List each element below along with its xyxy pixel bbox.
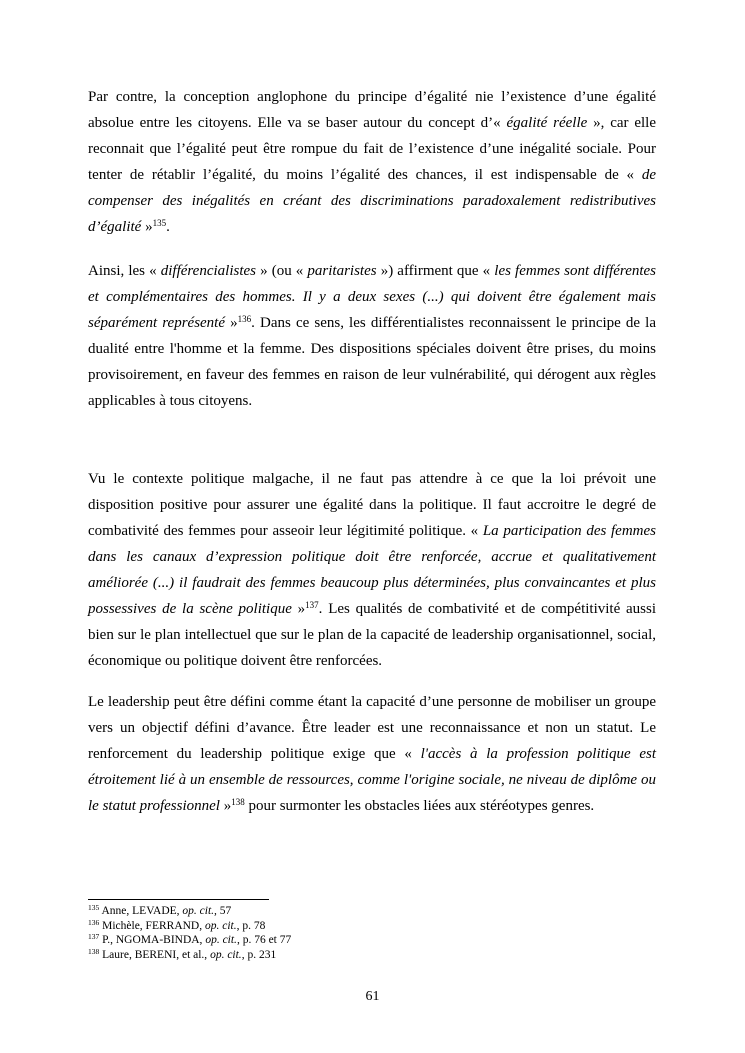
footnote-separator [88,899,269,900]
italic-quote: de compenser des inégalités en créant des discriminations paradoxalement redistributives d’égalité [88,167,656,235]
footnote-136 [88,919,488,934]
footnote-text: P., NGOMA-BINDA, [99,934,206,946]
text-run: . [166,219,170,235]
footnote-italic: op. cit. [205,934,237,946]
footnote-text: Anne, LEVADE, [99,905,183,917]
footnote-number: 138 [88,946,100,956]
text-run: Ainsi, les « [88,263,161,279]
text-run: Le leadership peut être défini comme étant la capacité d’une personne de mobiliser un groupe vers un objectif défini d’avance. Être leader est une reconnaissance et non un statut. Le renforcement du leadership politique exige que « [88,694,656,762]
paragraph-4 [88,689,656,819]
footnote-text: 57 [216,905,232,917]
italic-run: paritaristes [307,263,377,279]
footnote-ref-138[interactable]: 138 [231,797,245,807]
italic-run: différencialistes [160,263,256,279]
text-run: » [141,219,153,235]
text-run: » [219,798,232,814]
italic-quote: La participation des femmes dans les canaux d’expression politique doit être renforcée, accrue et qualitativement améliorée (...) il faudrait des femmes beaucoup plus déterminées, plus convaincantes et plus possessives de la scène politique [88,523,657,617]
text-run: . Dans ce sens, les différentialistes reconnaissent le principe de la dualité entre l'homme et la femme. Des dispositions spéciales doivent être prises, du moins provisoirement, en faveur des femmes en raison de leur vulnérabilité, qui dérogent aux règles applicables à tous citoyens. [88,315,656,409]
footnote-text: Laure, BERENI, et al., [99,948,211,961]
paragraph-3 [88,466,656,674]
footnote-number: 136 [88,917,100,927]
italic-run: égalité réelle [506,115,588,131]
text-run: », car elle reconnait que l’égalité peut être rompue du fait de l’existence d’une inégalité sociale. Pour tenter de rétablir l’égalité, du moins l’égalité des chances, il est indispensable de « [88,115,656,183]
footnote-italic: op. cit., [182,905,217,917]
text-run: Vu le contexte politique malgache, il ne faut pas attendre à ce que la loi prévoit une disposition positive pour assurer une égalité dans la politique. Il faut accroitre le degré de combativité des femmes pour asseoir leur légitimité politique. « [88,471,656,539]
footnote-number: 135 [88,903,100,912]
italic-quote: l'accès à la profession politique est étroitement lié à un ensemble de ressources, comme l'origine sociale, ne niveau de diplôme ou le statut professionnel [88,746,657,814]
text-run: pour surmonter les obstacles liées aux stéréotypes genres. [244,798,595,814]
text-run: Par contre, la conception anglophone du principe d’égalité nie l’existence d’une égalité absolue entre les citoyens. Elle va se baser autour du concept d’« [88,89,656,131]
paragraph-1 [88,84,656,240]
footnote-137 [88,933,488,948]
italic-quote: les femmes sont différentes et complémentaires des hommes. Il y a deux sexes (...) qui doivent être également mais séparément représenté [88,263,657,331]
page-number: 61 [365,989,380,1004]
footnote-138 [88,948,488,963]
footnote-text: , p. 76 et 77 [236,934,292,946]
text-run: . Les qualités de combativité et de compétitivité aussi bien sur le plan intellectuel que sur le plan de la capacité de leadership organisationnel, social, économique ou politique doivent être renforcées. [88,601,657,669]
text-run: » (ou « [256,263,308,279]
footnote-135 [88,904,488,919]
footnote-italic: op. cit. [204,919,237,932]
footnote-italic: op. cit. [210,948,242,961]
text-run: ») affirment que « [376,263,495,279]
text-run: » [225,315,238,331]
footnotes [88,904,488,962]
footnote-ref-135[interactable]: 135 [152,218,167,228]
footnote-text: , p. 78 [236,919,266,932]
footnote-ref-137[interactable]: 137 [305,600,319,610]
text-run: » [291,601,306,617]
footnote-number: 137 [88,932,100,941]
footnote-ref-136[interactable]: 136 [237,314,252,324]
footnote-text: , p. 231 [241,948,277,961]
paragraph-2 [88,258,656,414]
footnote-text: Michèle, FERRAND, [99,919,205,932]
